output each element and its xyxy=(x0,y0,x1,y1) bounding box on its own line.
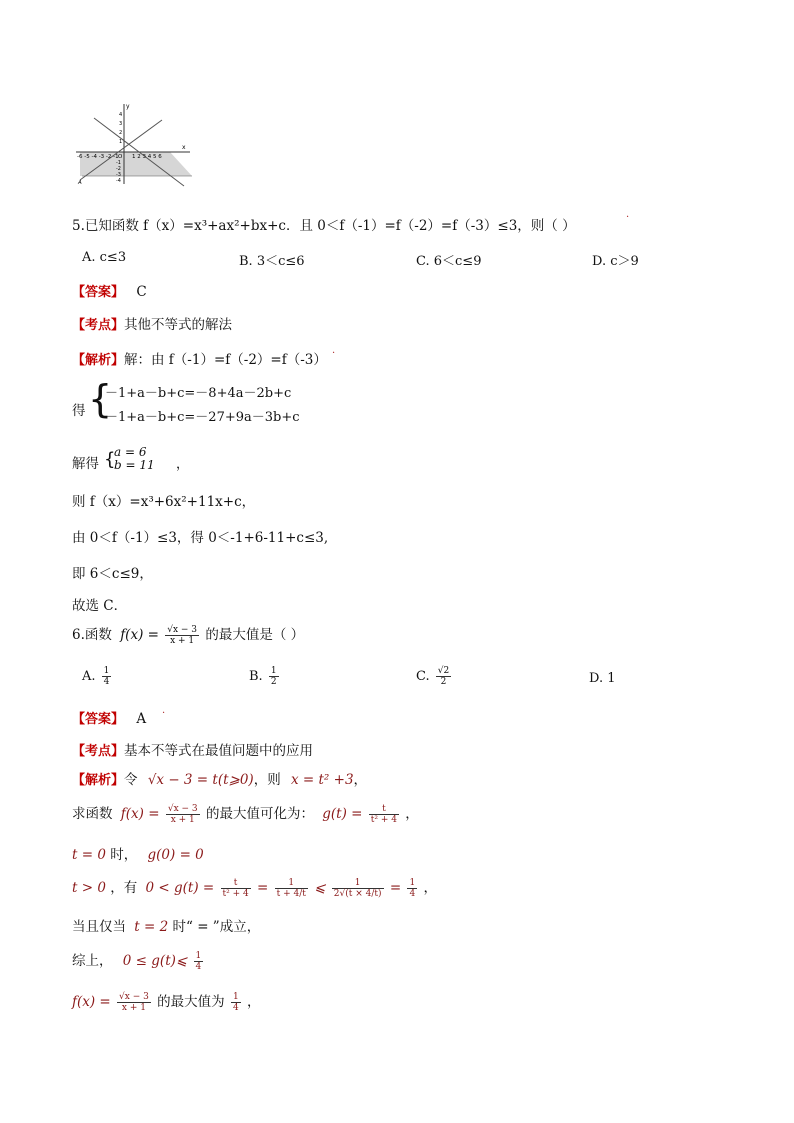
q6-opt-b-label: B. xyxy=(249,669,263,684)
y-tick: 1 xyxy=(119,139,123,145)
y-tick: -4 xyxy=(116,178,121,184)
q5-de: 得 xyxy=(72,403,86,419)
q6-topic-row xyxy=(72,739,313,759)
frac xyxy=(407,878,417,899)
q6-answer-row xyxy=(72,708,146,727)
num: 1 xyxy=(103,666,110,676)
text: ， xyxy=(246,994,261,1010)
text: 综上， xyxy=(72,953,113,969)
q6-opt-a-frac xyxy=(102,666,112,687)
text: 时， xyxy=(110,847,138,863)
q6-gt-frac xyxy=(369,804,399,825)
text: 求函数 xyxy=(72,806,113,822)
topic-tag: 【考点】 xyxy=(72,318,125,333)
frac xyxy=(194,951,204,972)
y-tick: 2 xyxy=(119,130,123,136)
q6-opt-c-label: C. xyxy=(416,669,430,684)
q6-opt-c-frac xyxy=(436,666,451,687)
text: ， xyxy=(423,880,437,896)
q5-option-a: A. c≤3 xyxy=(82,250,127,265)
y-tick: 3 xyxy=(119,121,123,127)
topic-tag: 【考点】 xyxy=(72,744,125,759)
math: = xyxy=(389,880,402,896)
x-ticks-negative: -6 -5 -4 -3 -2 -1 xyxy=(77,154,119,160)
text: 的最大值为 xyxy=(157,994,225,1010)
den: 4 xyxy=(195,962,202,972)
den: x + 1 xyxy=(170,815,195,825)
math: t > 0 xyxy=(72,880,106,896)
q6-line2 xyxy=(72,802,419,825)
den: t + 4/t xyxy=(276,889,306,899)
q5-topic-row xyxy=(72,313,232,333)
text: ， xyxy=(405,806,419,822)
text: ， xyxy=(353,772,368,788)
frac xyxy=(332,878,384,899)
q6-fx: f(x) = xyxy=(120,806,160,822)
den: 2 xyxy=(440,677,447,687)
q6-line4 xyxy=(72,876,437,899)
q5-sol-a: a = 6 xyxy=(114,445,147,459)
num: 1 xyxy=(332,878,384,889)
q5-analysis-row xyxy=(72,348,327,368)
num: 1 xyxy=(409,878,416,888)
point-label: A xyxy=(78,180,82,186)
q5-analysis-line1: 解：由 f（-1）=f（-2）=f（-3） xyxy=(124,352,327,368)
q6-line7 xyxy=(72,990,260,1013)
y-tick: -1 xyxy=(116,160,121,166)
den: 2 xyxy=(270,677,277,687)
q5-option-c: C. 6＜c≤9 xyxy=(416,254,482,269)
y-tick: -3 xyxy=(116,172,121,178)
math: ⩽ xyxy=(314,880,326,896)
q6-fx: f(x) = xyxy=(120,627,159,643)
num: t xyxy=(221,878,251,889)
y-tick: -2 xyxy=(116,166,121,172)
q6-sub-expr: √x − 3 = t(t⩾0) xyxy=(147,772,254,788)
edit-mark: · xyxy=(162,708,166,719)
den: 4 xyxy=(232,1003,239,1013)
q6-line3 xyxy=(72,843,204,863)
x-ticks-positive: 1 2 3 4 5 6 xyxy=(132,154,162,160)
math: t = 0 xyxy=(72,847,106,863)
edit-mark: · xyxy=(332,348,336,359)
q5-jiede: 解得 xyxy=(72,456,99,472)
num: √2 xyxy=(437,666,450,676)
analysis-tag: 【解析】 xyxy=(72,773,125,788)
q6-frac-num: √x − 3 xyxy=(167,625,198,635)
q5-sol-b: b = 11 xyxy=(114,458,155,472)
math: f(x) = xyxy=(72,994,111,1010)
q6-frac-den: x + 1 xyxy=(170,636,195,646)
q5-system-eq2: －1+a－b+c=－27+9a－3b+c xyxy=(105,410,300,425)
q6-topic: 基本不等式在最值问题中的应用 xyxy=(124,743,314,759)
frac xyxy=(275,878,308,899)
math: g(0) = 0 xyxy=(147,847,204,863)
q5-option-b: B. 3＜c≤6 xyxy=(239,254,305,269)
num: 1 xyxy=(232,992,239,1002)
math: 0 < g(t) = xyxy=(145,880,215,896)
q6-opt-a-label: A. xyxy=(82,669,96,684)
math: = xyxy=(257,880,269,896)
q5-option-d: D. c＞9 xyxy=(592,254,639,269)
q6-stem xyxy=(72,623,304,646)
q6-gt: g(t) = xyxy=(322,806,363,822)
q6-answer: A xyxy=(136,711,147,727)
q6-x-expr: x = t² +3 xyxy=(291,772,354,788)
origin-label: O xyxy=(118,154,123,160)
y-axis-label: y xyxy=(126,103,130,110)
x-axis-label: x xyxy=(182,144,186,151)
num: 1 xyxy=(275,878,308,889)
edit-mark: · xyxy=(626,212,630,223)
q6-opt-b-frac xyxy=(269,666,279,687)
den: 4 xyxy=(409,889,416,899)
q5-line7: 故选 C． xyxy=(72,598,128,614)
analysis-tag: 【解析】 xyxy=(72,353,125,368)
q5-system-eq1: －1+a－b+c=－8+4a－2b+c xyxy=(105,386,292,401)
comma: ， xyxy=(176,457,190,472)
q6-line5 xyxy=(72,915,260,935)
q6-fraction xyxy=(165,625,199,646)
q6-option-b xyxy=(249,666,281,687)
num: t xyxy=(369,804,399,815)
q5-line4: 则 f（x）=x³+6x²+11x+c， xyxy=(72,494,256,510)
q6-stem-suffix: 的最大值是（ ） xyxy=(205,627,305,643)
answer-tag: 【答案】 xyxy=(72,712,125,727)
text: ，有 xyxy=(110,880,138,896)
den: t² + 4 xyxy=(370,815,397,825)
q6-analysis-row xyxy=(72,768,367,788)
math: t = 2 xyxy=(134,919,169,935)
text: ，则 xyxy=(253,772,281,788)
small-brace: { xyxy=(104,449,116,470)
inequality-region-graph xyxy=(72,100,196,188)
y-tick: 4 xyxy=(119,112,123,118)
q6-stem-prefix: 6.函数 xyxy=(72,627,112,643)
text: 的最大值可化为： xyxy=(205,806,314,822)
num: 1 xyxy=(270,666,277,676)
q6-option-a xyxy=(82,666,113,687)
q5-topic: 其他不等式的解法 xyxy=(124,317,233,333)
text: 令 xyxy=(124,772,138,788)
q5-line6: 即 6＜c≤9， xyxy=(72,566,153,582)
q6-option-c xyxy=(416,666,453,687)
answer-tag: 【答案】 xyxy=(72,285,125,300)
text: 当且仅当 xyxy=(72,919,126,935)
q5-line5: 由 0＜f（-1）≤3，得 0＜-1+6-11+c≤3, xyxy=(72,530,329,546)
den: 4 xyxy=(103,677,110,687)
q5-answer: C xyxy=(136,284,147,300)
den: x + 1 xyxy=(121,1003,146,1013)
num: √x − 3 xyxy=(119,992,149,1002)
math: 0 ≤ g(t)⩽ xyxy=(122,953,188,969)
q5-stem: 5.已知函数 f（x）=x³+ax²+bx+c．且 0＜f（-1）=f（-2）=f（-3）≤3，则（ ） xyxy=(72,218,576,234)
q6-line6 xyxy=(72,949,205,972)
left-brace: { xyxy=(88,377,113,421)
den: 2√(t × 4/t) xyxy=(333,889,382,899)
num: √x − 3 xyxy=(167,804,198,814)
frac xyxy=(231,992,241,1013)
frac xyxy=(221,878,251,899)
den: t² + 4 xyxy=(222,889,249,899)
text: 时“ = ”成立， xyxy=(172,919,261,935)
q6-option-d: D. 1 xyxy=(589,671,616,686)
num: 1 xyxy=(195,951,202,961)
q6-fraction xyxy=(117,992,151,1013)
q6-fraction xyxy=(166,804,200,825)
q5-answer-row xyxy=(72,281,147,300)
